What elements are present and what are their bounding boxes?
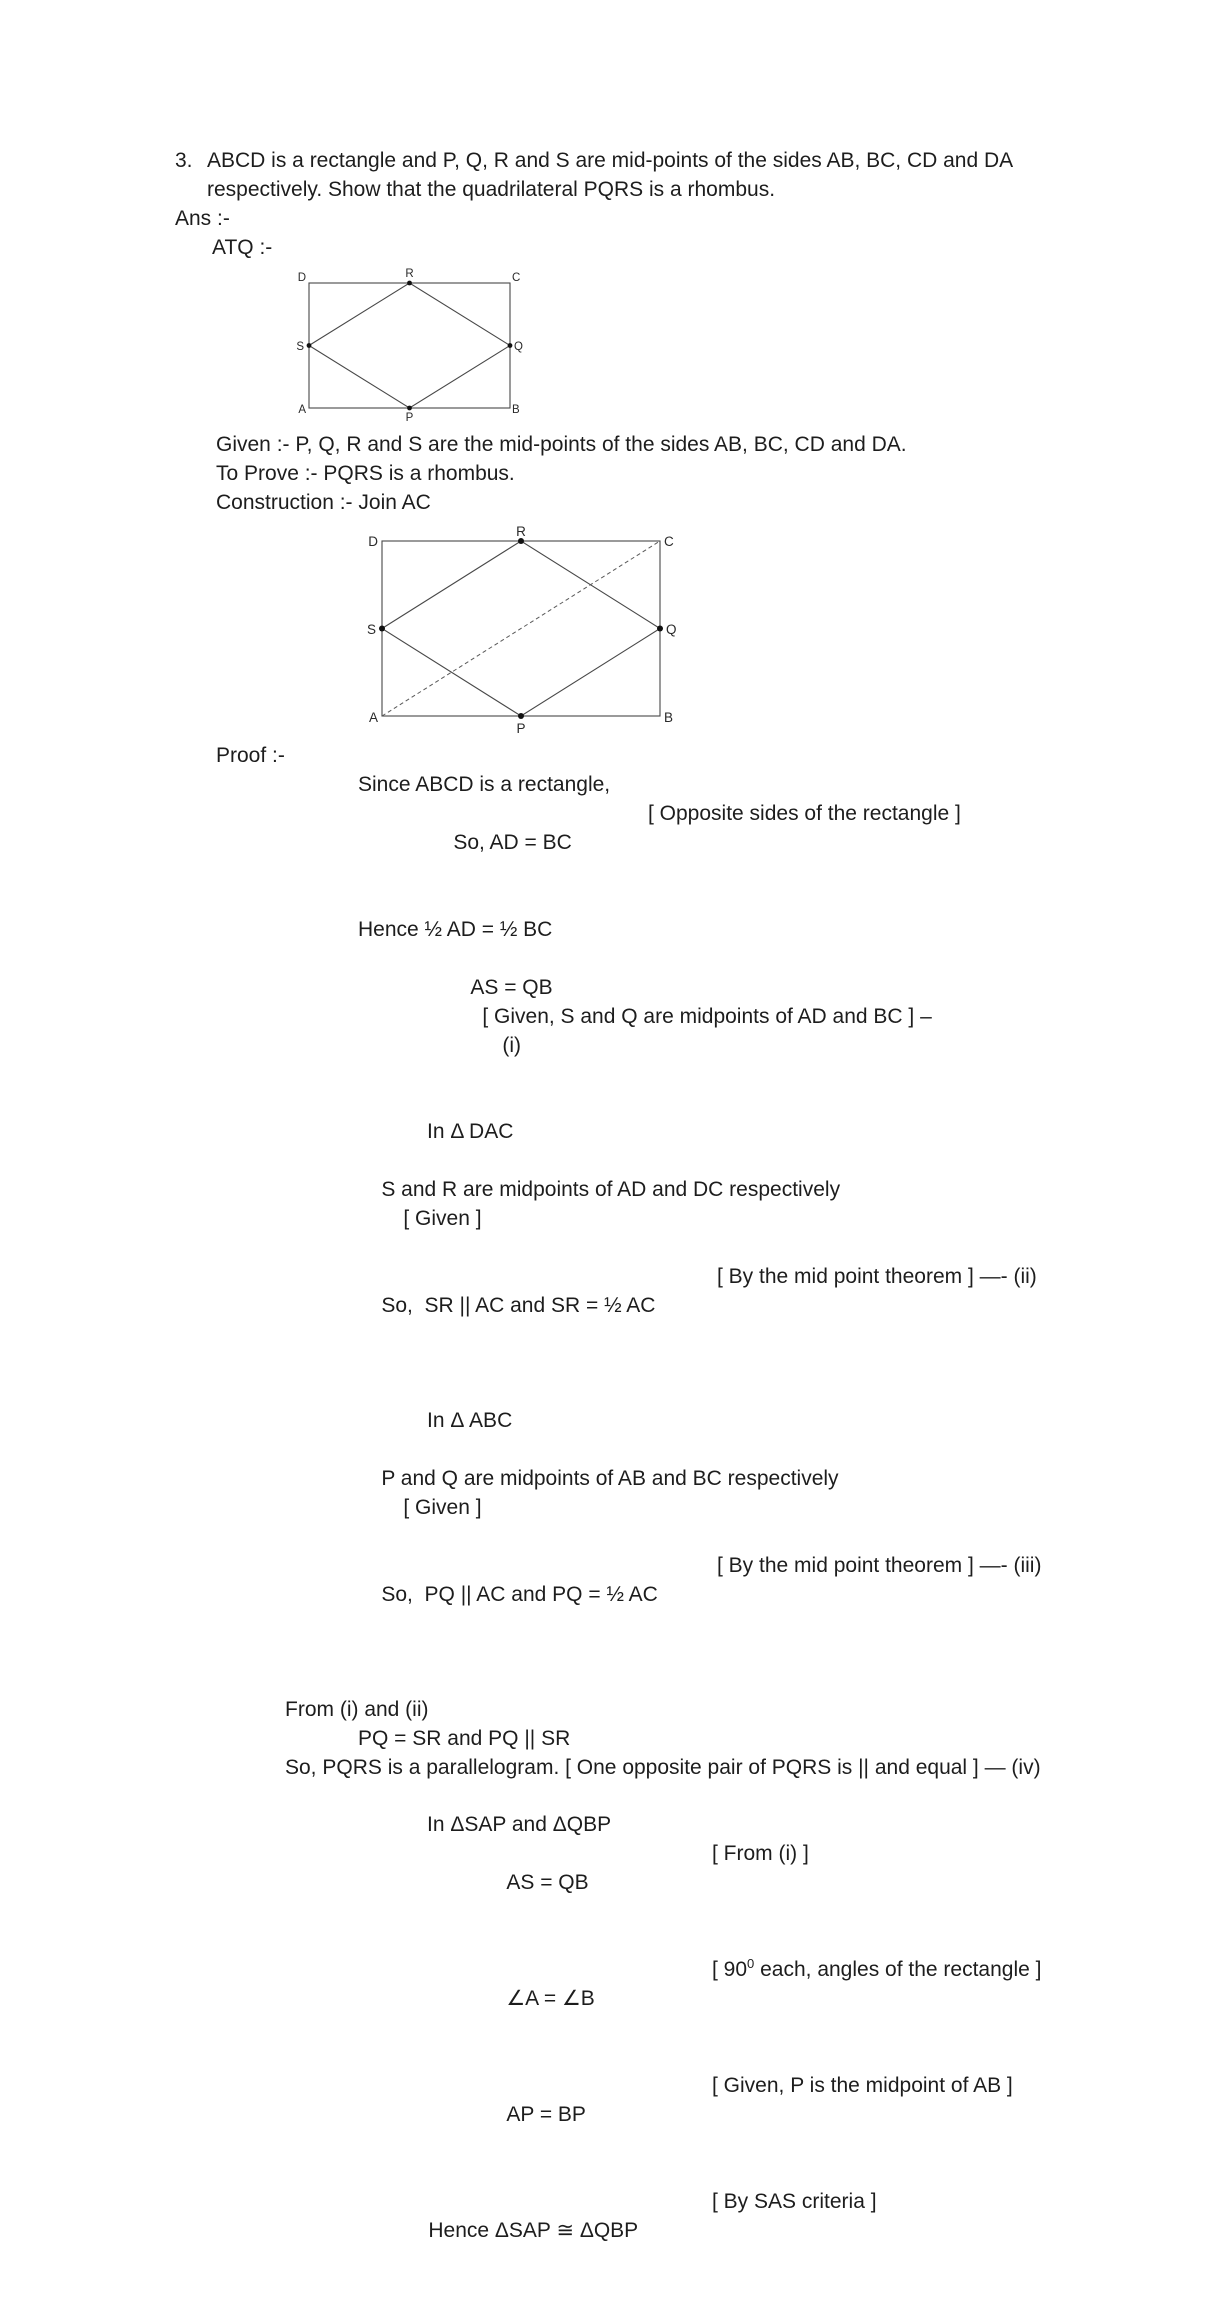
- blank-line: [175, 1667, 1224, 1695]
- vertex-label-r: R: [516, 524, 526, 539]
- question-number: 3.: [175, 149, 193, 172]
- proof-line: [175, 1146, 1224, 1262]
- statement: ∠A = ∠B: [506, 1987, 595, 2010]
- vertex-label-d: D: [368, 534, 378, 549]
- proof-line: [175, 1435, 1224, 1551]
- blank-line: [175, 1782, 1224, 1810]
- equation-ref: (i): [502, 1034, 521, 1057]
- proof-line: [175, 1551, 1224, 1667]
- vertex-label-b: B: [512, 404, 520, 416]
- vertex-label-s: S: [296, 341, 304, 353]
- construction-statement: Construction :- Join AC: [216, 491, 431, 514]
- statement: S and R are midpoints of AD and DC respectively: [381, 1178, 841, 1201]
- rhombus-pqrs-outline: [309, 283, 510, 408]
- reason-text: each, angles of the rectangle ]: [754, 1958, 1042, 1981]
- proof-line: From (i) and (ii): [285, 1698, 429, 1721]
- reason: [ Given, S and Q are midpoints of AD and BC ] –: [482, 1005, 932, 1028]
- vertex-label-b: B: [664, 710, 674, 725]
- midpoint-dot-q: [508, 343, 513, 348]
- diagonal-ac-dashed: [382, 541, 660, 716]
- proof-label: Proof :-: [216, 744, 285, 767]
- statement: So, PQ || AC and PQ = ½ AC: [381, 1583, 658, 1606]
- vertex-label-a: A: [368, 710, 378, 725]
- proof-line: PQ = SR and PQ || SR: [358, 1727, 571, 1750]
- atq-label: ATQ :-: [212, 236, 273, 259]
- midpoint-dot-s: [379, 626, 385, 632]
- proof-line: In Δ ABC: [427, 1409, 513, 1432]
- reason: [ From (i) ]: [712, 1842, 809, 1865]
- proof-line: [175, 1839, 1224, 1955]
- proof-line: Since ABCD is a rectangle,: [358, 773, 611, 796]
- statement: So, AD = BC: [453, 831, 572, 854]
- reason: [ Given ]: [403, 1207, 482, 1230]
- vertex-label-c: C: [664, 534, 674, 549]
- proof-line: [175, 799, 1224, 915]
- vertex-label-a: A: [298, 404, 306, 416]
- diagram-rhombus-with-diagonal-ac: [360, 523, 680, 739]
- statement: AS = QB: [470, 976, 553, 999]
- statement: So, SR || AC and SR = ½ AC: [381, 1294, 656, 1317]
- midpoint-dot-s: [307, 343, 312, 348]
- reason: [712, 1955, 1041, 1984]
- proof-line: In Δ DAC: [427, 1120, 514, 1143]
- statement: AP = BP: [506, 2103, 586, 2126]
- answer-label: Ans :-: [175, 207, 230, 230]
- to-prove-statement: To Prove :- PQRS is a rhombus.: [216, 462, 515, 485]
- question-text: ABCD is a rectangle and P, Q, R and S are mid-points of the sides AB, BC, CD and DA respectively. Show that the quadrilateral PQRS is a rhombus.: [207, 149, 1013, 201]
- reason-text: [ 90: [712, 1958, 748, 1981]
- blank-line: [175, 1089, 1224, 1117]
- reason: [ Opposite sides of the rectangle ]: [648, 802, 961, 825]
- midpoint-dot-p: [407, 406, 412, 411]
- proof-line: [175, 944, 1224, 1089]
- proof-line: [175, 2071, 1224, 2187]
- blank-line: [175, 1378, 1224, 1406]
- midpoint-dot-p: [518, 713, 524, 719]
- rectangle-abcd-outline: [309, 283, 510, 408]
- proof-line: Hence ½ AD = ½ BC: [358, 918, 553, 941]
- diagram-rhombus-in-rectangle: [285, 266, 525, 424]
- vertex-label-s: S: [366, 622, 376, 637]
- proof-line: So, PQRS is a parallelogram. [ One opposite pair of PQRS is || and equal ] — (iv): [285, 1756, 1041, 1779]
- proof-line: [175, 1955, 1224, 2071]
- vertex-label-d: D: [297, 272, 306, 284]
- vertex-label-q: Q: [514, 341, 523, 353]
- proof-line: In ΔSAP and ΔQBP: [427, 1813, 612, 1836]
- reason: [ By SAS criteria ]: [712, 2190, 877, 2213]
- reason: [ Given, P is the midpoint of AB ]: [712, 2074, 1013, 2097]
- vertex-label-p: P: [516, 721, 526, 736]
- statement: AS = QB: [506, 1871, 589, 1894]
- given-statement: Given :- P, Q, R and S are the mid-points of the sides AB, BC, CD and DA.: [216, 433, 907, 456]
- question-item: [175, 146, 1224, 204]
- proof-line: [175, 2187, 1224, 2303]
- midpoint-dot-r: [407, 281, 412, 286]
- proof-line: [175, 1262, 1224, 1378]
- reason: [ Given ]: [403, 1496, 482, 1519]
- vertex-label-p: P: [405, 412, 414, 424]
- statement: P and Q are midpoints of AB and BC respectively: [381, 1467, 839, 1490]
- vertex-label-r: R: [405, 268, 414, 280]
- statement: Hence ΔSAP ≅ ΔQBP: [428, 2219, 639, 2242]
- vertex-label-q: Q: [666, 622, 677, 637]
- vertex-label-c: C: [512, 272, 521, 284]
- degree-superscript: 0: [747, 1956, 755, 1971]
- reason: [ By the mid point theorem ] —- (iii): [717, 1554, 1042, 1577]
- midpoint-dot-q: [657, 626, 663, 632]
- reason: [ By the mid point theorem ] —- (ii): [717, 1265, 1037, 1288]
